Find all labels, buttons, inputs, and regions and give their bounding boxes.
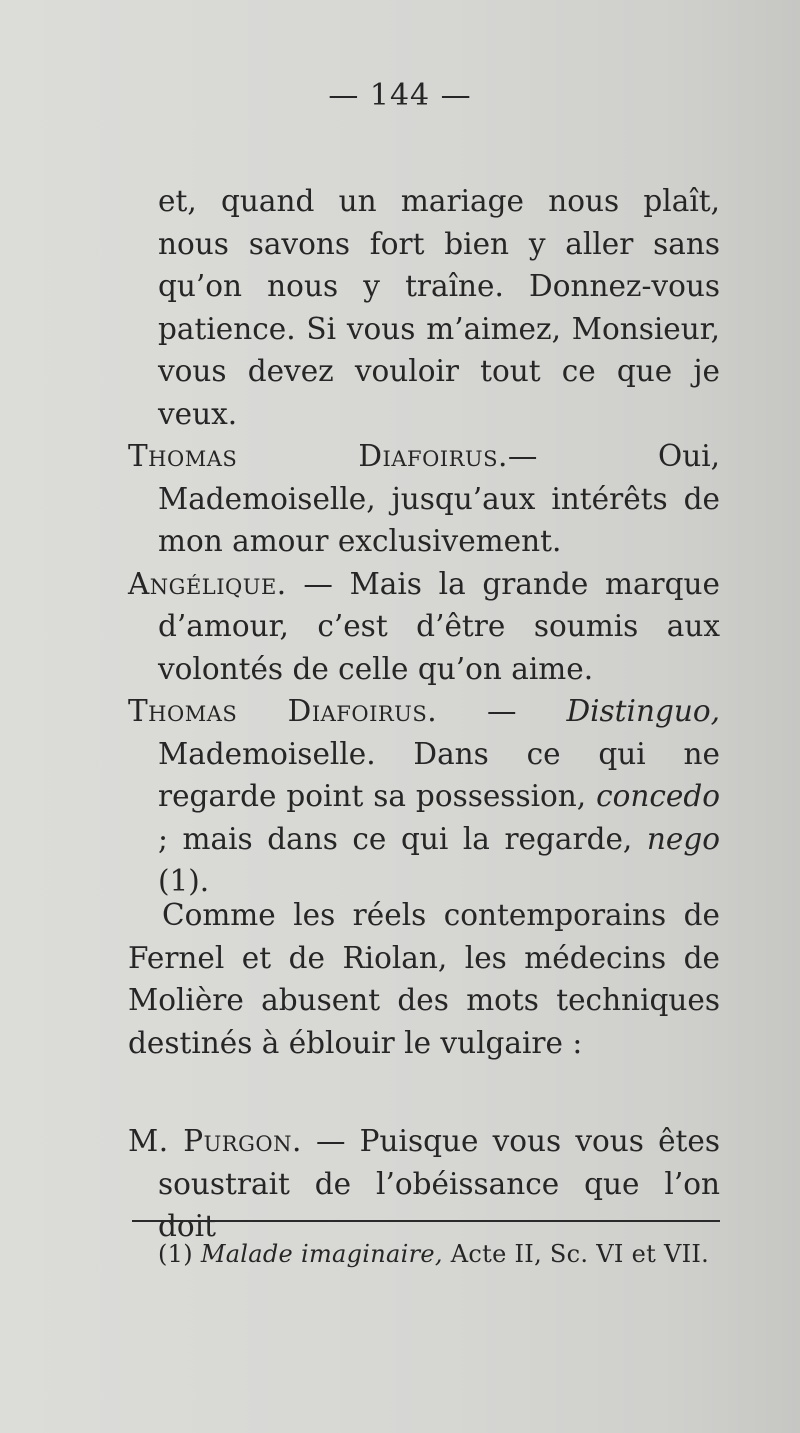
dialogue-block-2 — [128, 1120, 720, 1248]
speech-text: ; mais dans ce qui la regarde, — [158, 821, 647, 856]
page-number: — 144 — — [328, 78, 472, 113]
footnote-divider — [132, 1220, 720, 1222]
speech-text: — Puisque vous vous êtes soustrait de l’obéissance que l’on doit — [158, 1124, 720, 1243]
footnote-title: Malade imaginaire, — [200, 1240, 443, 1268]
prose-block — [128, 894, 720, 1064]
latin-term: Distinguo, — [566, 694, 720, 728]
speaker-name: M. Purgon. — [128, 1124, 302, 1158]
speaker-name: Thomas Diafoirus. — [128, 439, 508, 473]
speech-text: Mademoiselle. Dans ce qui ne regarde point sa possession, — [158, 736, 720, 813]
speech-text: — Mais la grande marque d’amour, c’est d’être soumis aux volontés de celle qu’on aime. — [158, 566, 720, 686]
footnote-marker: (1) — [158, 1240, 201, 1268]
speech-thomas-2 — [128, 690, 720, 903]
dialogue-block — [128, 180, 720, 903]
latin-term: nego — [646, 821, 720, 856]
speech-continuation: et, quand un mariage nous plaît, nous savons fort bien y aller sans qu’on nous y traîne. Donnez-vous patience. Si vous m’aimez, Monsieur, vous devez vouloir tout ce que je veux. — [158, 184, 720, 431]
speech-text: — Oui, Mademoiselle, jusqu’aux intérêts de mon amour exclusivement. — [158, 439, 721, 558]
speech-purgon — [128, 1120, 720, 1248]
speech-thomas-1 — [128, 435, 720, 563]
speech-angelique — [128, 563, 720, 691]
footnote-text: Acte II, Sc. VI et VII. — [442, 1240, 710, 1268]
speaker-name: Thomas Diafoirus. — [128, 694, 438, 728]
speaker-name: Angélique. — [128, 566, 287, 601]
footnote-reference: (1). — [158, 864, 210, 898]
footnote — [158, 1238, 728, 1270]
prose-paragraph: Comme les réels contemporains de Fernel et de Riolan, les médecins de Molière abusent des mots techniques destinés à éblouir le vulgaire : — [128, 898, 720, 1060]
speech-dash: — — [437, 694, 567, 728]
latin-term: concedo — [596, 779, 720, 813]
